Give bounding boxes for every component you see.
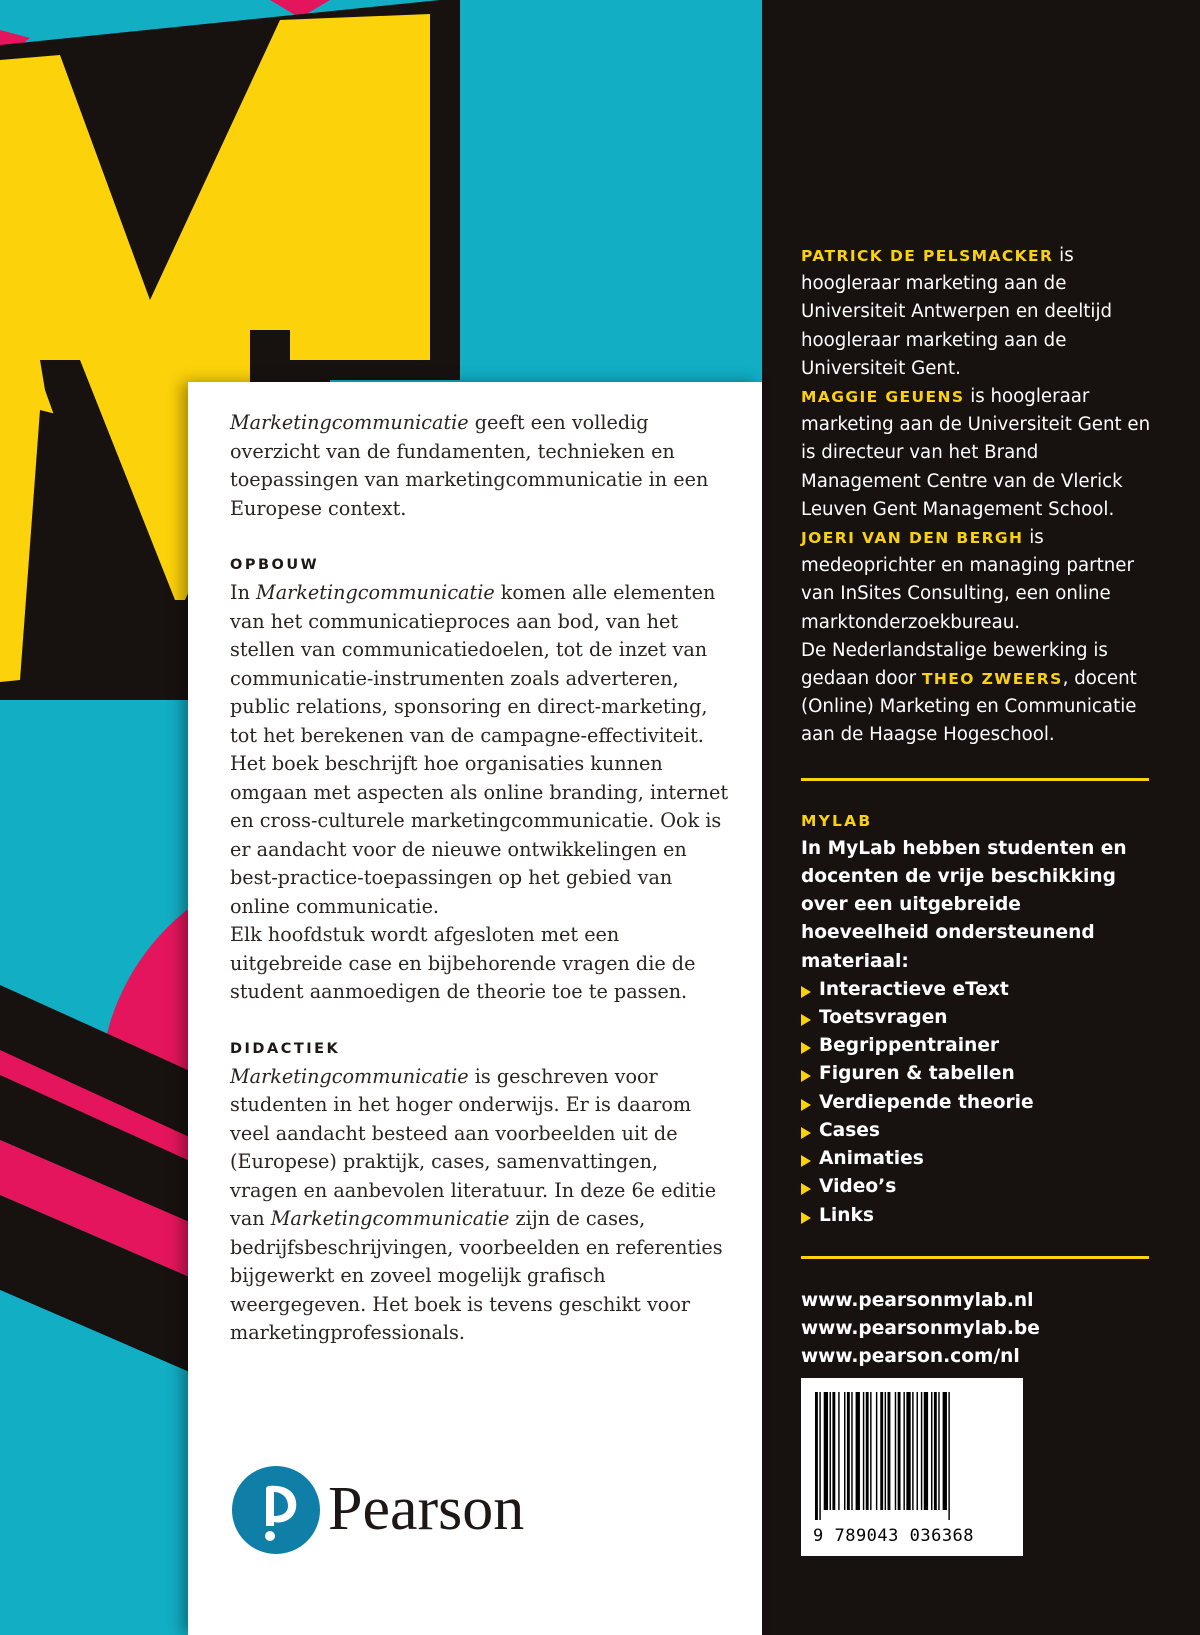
barcode-bar xyxy=(844,1392,845,1510)
mylab-item xyxy=(801,1060,1153,1088)
barcode-bar xyxy=(851,1392,852,1510)
pearson-wordmark: Pearson xyxy=(328,1475,525,1543)
didactiek-text-1: is geschreven voor studenten in het hoger onderwijs. Er is daarom veel aandacht besteed aan voorbeelden uit de (Europese) praktijk, cases, samenvattingen, vragen en aanbevolen literatuur. In deze 6e editie van xyxy=(230,1064,717,1230)
book-title: Marketingcommunicatie xyxy=(256,581,495,604)
description-text xyxy=(230,409,730,1348)
barcode-bar xyxy=(838,1392,839,1510)
mylab-item-label: Animaties xyxy=(819,1148,924,1170)
mylab-list xyxy=(801,976,1153,1230)
pearson-p-icon xyxy=(230,1464,322,1556)
book-title: Marketingcommunicatie xyxy=(230,411,469,434)
triangle-bullet-icon xyxy=(801,1099,811,1111)
barcode-bar xyxy=(863,1392,864,1510)
barcode-bar xyxy=(856,1392,860,1510)
triangle-bullet-icon xyxy=(801,1014,811,1026)
mylab-item-label: Verdiepende theorie xyxy=(819,1091,1034,1113)
author-1 xyxy=(801,242,1153,383)
barcode-bar xyxy=(906,1392,910,1510)
url-list xyxy=(801,1287,1153,1372)
intro-text: geeft een volledig overzicht van de fundamenten, technieken en toepassingen van marketingcommunicatie in een Europese context. xyxy=(230,411,709,520)
author-name: JOERI VAN DEN BERGH xyxy=(801,529,1024,548)
author-name: MAGGIE GEUENS xyxy=(801,388,965,407)
mylab-block xyxy=(801,807,1153,1230)
barcode-bar xyxy=(948,1392,949,1520)
mylab-item xyxy=(801,976,1153,1004)
triangle-bullet-icon xyxy=(801,1155,811,1167)
authors-block xyxy=(801,242,1153,750)
divider xyxy=(801,778,1149,781)
mylab-item-label: Figuren & tabellen xyxy=(819,1063,1015,1085)
barcode-bar xyxy=(815,1392,818,1520)
barcode-bar xyxy=(921,1392,922,1510)
barcode-bar xyxy=(924,1392,928,1510)
mylab-item xyxy=(801,1117,1153,1145)
barcode-bar xyxy=(938,1392,939,1510)
mylab-title: MYLAB xyxy=(801,811,873,830)
section-heading-opbouw: OPBOUW xyxy=(230,557,320,573)
mylab-item-label: Links xyxy=(819,1204,874,1226)
barcode-bar xyxy=(832,1392,835,1510)
barcode-bar xyxy=(866,1392,869,1510)
barcode-bar xyxy=(847,1392,850,1510)
translator-pre: De Nederlandstalige bewerking is gedaan door xyxy=(801,639,1108,690)
translator-bio: , docent (Online) Marketing en Communicatie aan de Haagse Hogeschool. xyxy=(801,668,1137,746)
url-link[interactable]: www.pearsonmylab.be xyxy=(801,1317,1040,1339)
author-bio: is hoogleraar marketing aan de Universiteit Antwerpen en deeltijd hoogleraar marketing aan de Universiteit Gent. xyxy=(801,245,1113,379)
triangle-bullet-icon xyxy=(801,986,811,998)
barcode-bar xyxy=(830,1392,831,1510)
author-bio: is medeoprichter en managing partner van InSites Consulting, een online marktonderzoekbureau. xyxy=(801,527,1134,633)
barcode-bar xyxy=(870,1392,871,1510)
book-title: Marketingcommunicatie xyxy=(230,1064,469,1088)
mylab-item xyxy=(801,1032,1153,1060)
mylab-item xyxy=(801,1004,1153,1032)
barcode xyxy=(801,1378,1023,1556)
triangle-bullet-icon xyxy=(801,1070,811,1082)
barcode-bar xyxy=(931,1392,932,1510)
opbouw-pre: In xyxy=(230,581,257,604)
barcode-bar xyxy=(895,1392,896,1510)
barcode-bar xyxy=(934,1392,937,1510)
mylab-item xyxy=(801,1173,1153,1201)
url-link[interactable]: www.pearson.com/nl xyxy=(801,1346,1020,1368)
translator xyxy=(801,637,1153,750)
didactiek-paragraph xyxy=(230,1063,730,1348)
mylab-item-label: Begrippentrainer xyxy=(819,1035,1000,1057)
author-name: PATRICK DE PELSMACKER xyxy=(801,247,1054,265)
divider xyxy=(801,1256,1149,1259)
mylab-item-label: Interactieve eText xyxy=(819,978,1009,1000)
opbouw-text: komen alle elementen van het communicatieproces aan bod, van het stellen van communicatiedoelen, tot de inzet van communicatie-instrumenten zoals adverteren, public relations, sponsoring en direct-marketing, tot het berekenen van de campagne-effectiviteit. Het boek beschrijft hoe organisaties kunnen omgaan met aspecten als online branding, internet en cross-culturele marketingcommunicatie. Ook is er aandacht voor de nieuwe ontwikkelingen en best-practice-toepassingen op het gebied van online communicatie. xyxy=(230,581,729,918)
barcode-bar xyxy=(880,1392,883,1510)
barcode-bar xyxy=(917,1392,918,1510)
triangle-bullet-icon xyxy=(801,1042,811,1054)
barcode-bar xyxy=(888,1392,891,1510)
mylab-item-label: Video’s xyxy=(819,1176,897,1198)
opbouw-paragraph xyxy=(230,579,730,921)
mylab-intro: In MyLab hebben studenten en docenten de vrije beschikking over een uitgebreide hoeveelheid ondersteunend materiaal: xyxy=(801,837,1127,972)
url-link[interactable]: www.pearsonmylab.nl xyxy=(801,1289,1034,1311)
barcode-bars xyxy=(815,1392,1009,1520)
barcode-bar xyxy=(943,1392,947,1510)
section-heading-didactiek: DIDACTIEK xyxy=(230,1040,341,1057)
mylab-item-label: Cases xyxy=(819,1119,880,1141)
barcode-bar xyxy=(903,1392,904,1510)
barcode-bar xyxy=(912,1392,913,1510)
author-2 xyxy=(801,383,1153,524)
author-bio: is hoogleraar marketing aan de Universiteit Gent en is directeur van het Brand Management Centre van de Vlerick Leuven Gent Management School. xyxy=(801,386,1151,520)
opbouw-paragraph-2: Elk hoofdstuk wordt afgesloten met een uitgebreide case en bijbehorende vragen die de student aanmoedigen de theorie toe te passen. xyxy=(230,923,696,1003)
pearson-logo xyxy=(230,1464,560,1556)
triangle-bullet-icon xyxy=(801,1127,811,1139)
isbn-number: 9 789043 036368 xyxy=(813,1526,975,1546)
barcode-bar xyxy=(876,1392,877,1510)
mylab-item xyxy=(801,1202,1153,1230)
intro-paragraph xyxy=(230,409,730,523)
book-title: Marketingcommunicatie xyxy=(270,1207,510,1230)
mylab-item xyxy=(801,1145,1153,1173)
barcode-bar xyxy=(819,1392,820,1520)
barcode-bar xyxy=(898,1392,901,1510)
barcode-bar xyxy=(824,1392,828,1510)
translator-name: THEO ZWEERS xyxy=(921,670,1063,689)
mylab-item xyxy=(801,1089,1153,1117)
barcode-bar xyxy=(885,1392,886,1510)
right-column xyxy=(801,242,1153,1371)
triangle-bullet-icon xyxy=(801,1212,811,1224)
author-3 xyxy=(801,524,1153,637)
triangle-bullet-icon xyxy=(801,1183,811,1195)
didactiek-text-2: zijn de cases, bedrijfsbeschrijvingen, voorbeelden en referenties bijgewerkt en zoveel mogelijk grafisch weergegeven. Het boek is tevens geschikt voor marketingprofessionals. xyxy=(230,1207,723,1344)
mylab-item-label: Toetsvragen xyxy=(819,1007,948,1029)
